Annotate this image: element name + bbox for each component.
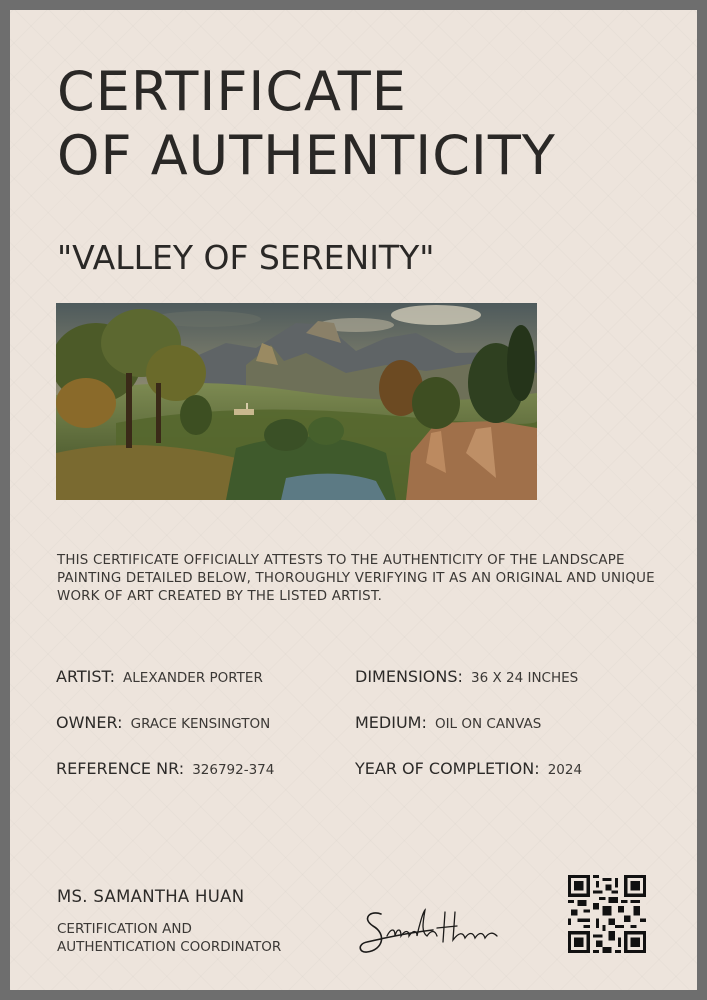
reference-value: 326792-374 (192, 762, 275, 778)
artwork-title: "VALLEY OF SERENITY" (57, 238, 435, 277)
year-label: YEAR OF COMPLETION: (355, 759, 540, 778)
medium-value: OIL ON CANVAS (434, 716, 542, 732)
landscape-painting-image (56, 303, 537, 500)
owner-label: OWNER: (56, 713, 123, 732)
certification-statement: THIS CERTIFICATE OFFICIALLY ATTESTS TO THE AUTHENTICITY OF THE LANDSCAPE PAINTING DETAILED BELOW, THOROUGHLY VERIFYING IT AS AN ORIGINAL AND UNIQUE WORK OF ART CREATED BY THE LISTED ARTIST. (57, 553, 655, 604)
title-line-2: OF AUTHENTICITY (57, 124, 556, 187)
signer-title (57, 920, 281, 956)
year-field (355, 759, 582, 778)
year-value: 2024 (547, 762, 583, 778)
title-line-1: CERTIFICATE (57, 60, 407, 123)
dimensions-field (355, 667, 578, 686)
owner-value: GRACE KENSINGTON (130, 716, 271, 732)
owner-field (56, 713, 270, 732)
signer-name: MS. SAMANTHA HUAN (57, 887, 245, 906)
handwritten-signature (353, 892, 503, 962)
certificate-title (57, 60, 556, 188)
artist-field (56, 667, 263, 686)
dimensions-value: 36 X 24 INCHES (471, 670, 579, 686)
reference-label: REFERENCE NR: (56, 759, 185, 778)
signer-title-line-2: AUTHENTICATION COORDINATOR (57, 939, 282, 955)
artist-value: ALEXANDER PORTER (123, 670, 263, 686)
certificate-page (10, 10, 697, 990)
medium-label: MEDIUM: (355, 713, 427, 732)
qr-code[interactable] (567, 875, 647, 953)
dimensions-label: DIMENSIONS: (355, 667, 463, 686)
reference-field (56, 759, 274, 778)
artist-label: ARTIST: (56, 667, 115, 686)
medium-field (355, 713, 541, 732)
signer-title-line-1: CERTIFICATION AND (57, 921, 192, 937)
